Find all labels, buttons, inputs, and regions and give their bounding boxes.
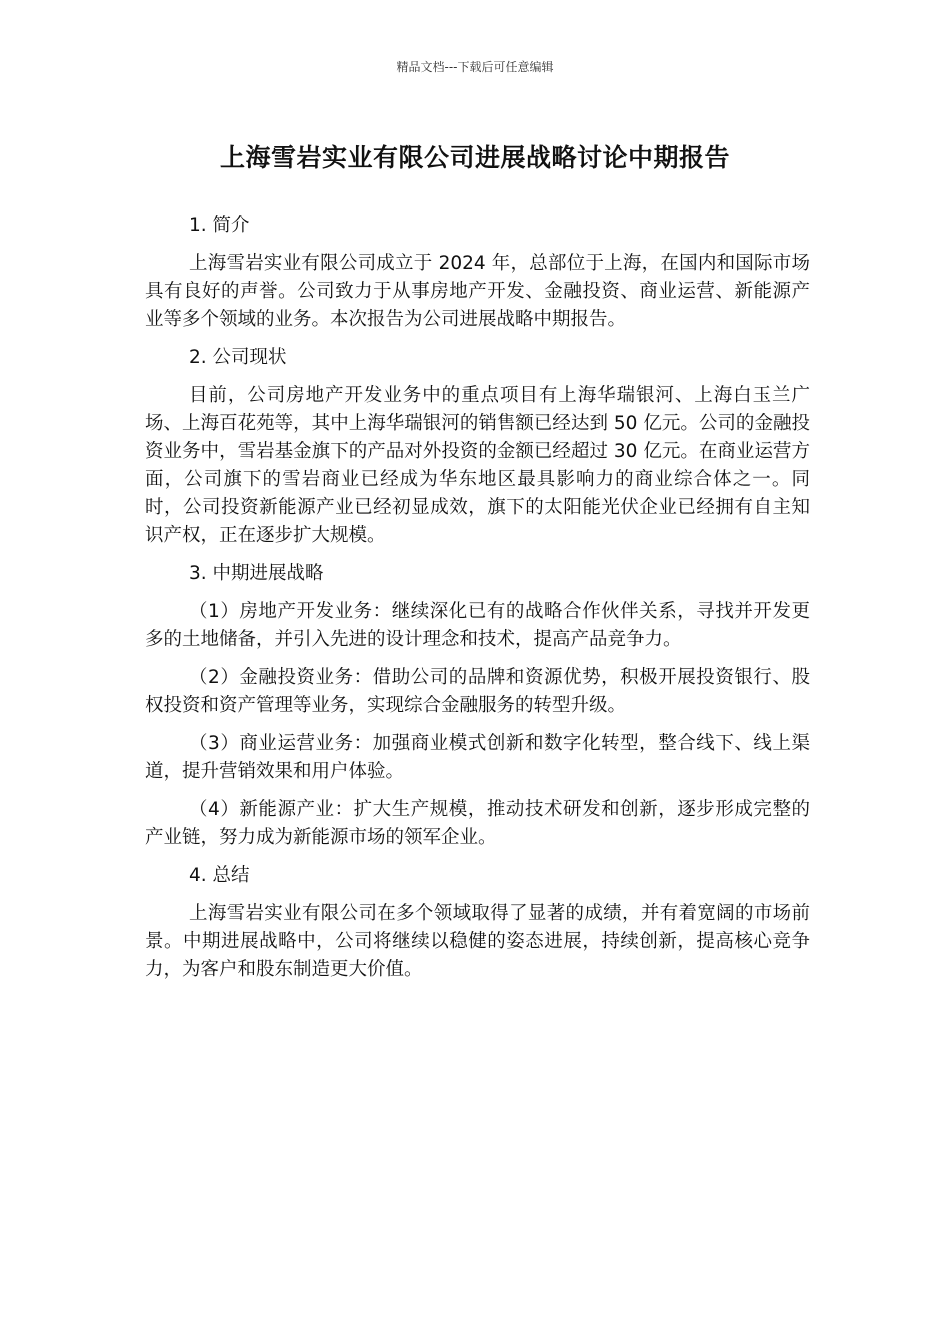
section-heading: 1. 简介	[189, 215, 250, 236]
strategy-item-finance: （2）金融投资业务：借助公司的品牌和资源优势，积极开展投资银行、股权投资和资产管理等业务，实现综合金融服务的转型升级。	[145, 667, 810, 716]
section-mid-term-strategy	[145, 560, 810, 852]
paragraph: 上海雪岩实业有限公司成立于 2024 年，总部位于上海，在国内和国际市场具有良好的声誉。公司致力于从事房地产开发、金融投资、商业运营、新能源产业等多个领域的业务。本次报告为公司进展战略中期报告。	[145, 253, 810, 330]
section-company-status	[145, 344, 810, 550]
section-heading: 4. 总结	[189, 865, 250, 886]
document-title: 上海雪岩实业有限公司进展战略讨论中期报告	[219, 143, 730, 172]
paragraph: 上海雪岩实业有限公司在多个领域取得了显著的成绩，并有着宽阔的市场前景。中期进展战略中，公司将继续以稳健的姿态进展，持续创新，提高核心竞争力，为客户和股东制造更大价值。	[145, 903, 810, 980]
document-body	[145, 212, 810, 994]
section-introduction	[145, 212, 810, 334]
strategy-item-new-energy: （4）新能源产业：扩大生产规模，推动技术研发和创新，逐步形成完整的产业链，努力成为新能源市场的领军企业。	[145, 799, 810, 848]
paragraph: 目前，公司房地产开发业务中的重点项目有上海华瑞银河、上海白玉兰广场、上海百花苑等，其中上海华瑞银河的销售额已经达到 50 亿元。公司的金融投资业务中，雪岩基金旗下的产品对外投资的金额已经超过 30 亿元。在商业运营方面，公司旗下的雪岩商业已经成为华东地区最具影响力的商业综合体之一。同时，公司投资新能源产业已经初显成效，旗下的太阳能光伏企业已经拥有自主知识产权，正在逐步扩大规模。	[145, 385, 810, 546]
strategy-item-commercial: （3）商业运营业务：加强商业模式创新和数字化转型，整合线下、线上渠道，提升营销效果和用户体验。	[145, 733, 810, 782]
section-heading: 2. 公司现状	[189, 347, 287, 368]
section-heading: 3. 中期进展战略	[189, 563, 324, 584]
header-note: 精品文档---下载后可任意编辑	[396, 60, 554, 74]
strategy-item-real-estate: （1）房地产开发业务：继续深化已有的战略合作伙伴关系，寻找并开发更多的土地储备，并引入先进的设计理念和技术，提高产品竞争力。	[145, 601, 810, 650]
section-summary	[145, 862, 810, 984]
